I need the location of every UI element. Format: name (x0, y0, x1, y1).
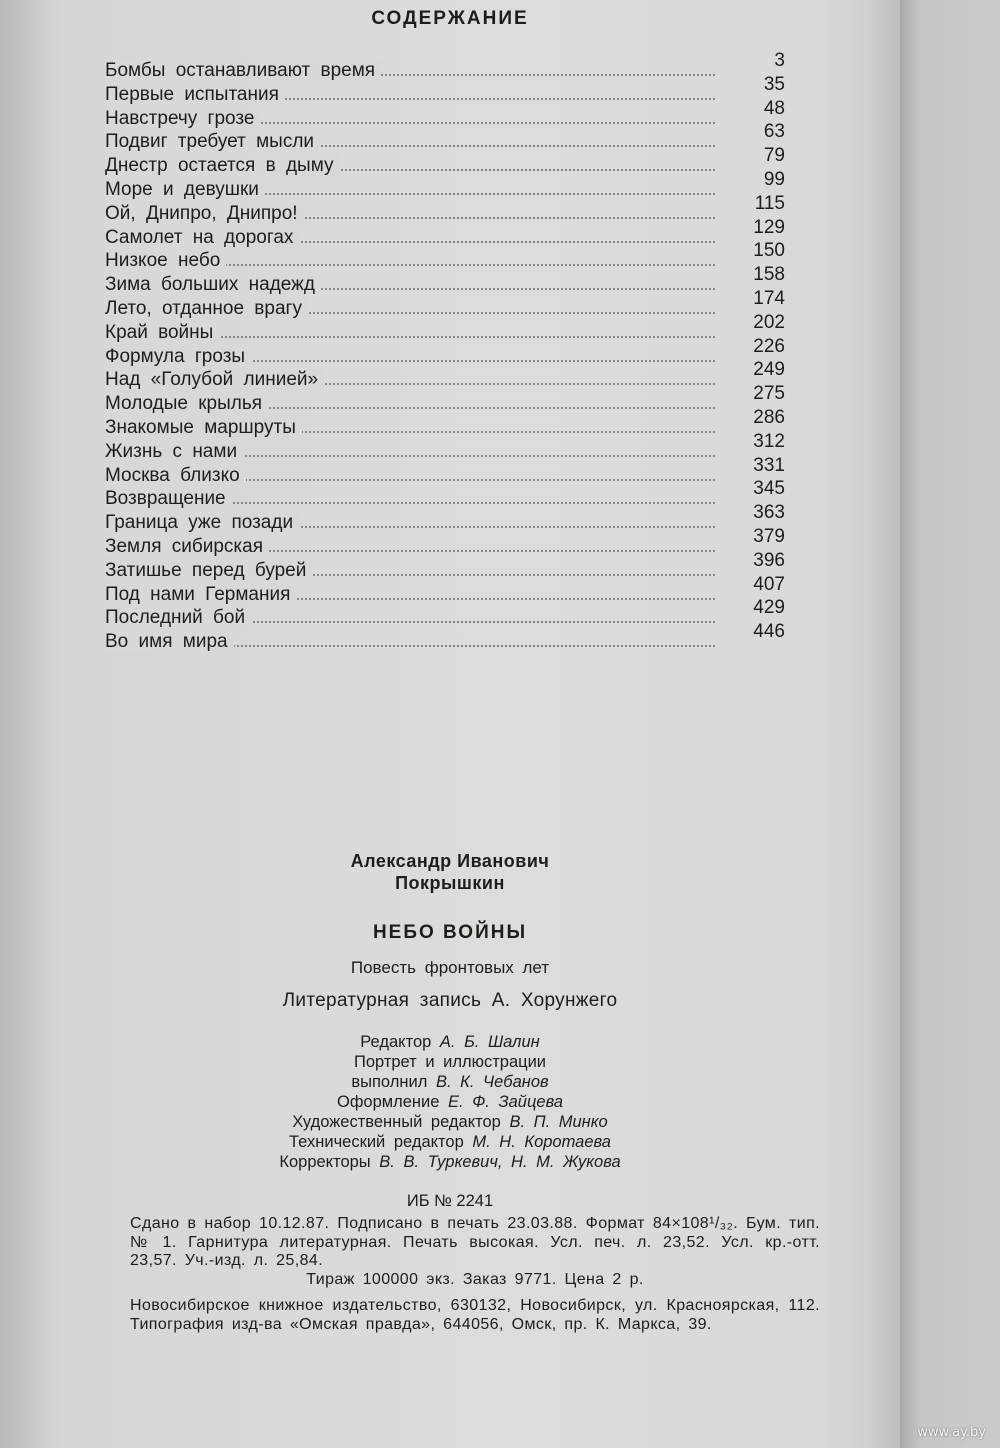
contents-item (105, 50, 795, 84)
contents-item-page: 407 (753, 573, 785, 595)
literary-record: Литературная запись А. Хорунжего (282, 990, 618, 1011)
contents-item (105, 525, 795, 560)
contents-item-title: Лето, отданное врагу (105, 298, 308, 319)
contents-item (105, 573, 795, 608)
contents-heading: СОДЕРЖАНИЕ (371, 8, 529, 29)
contents-item-page: 174 (753, 287, 785, 309)
contents-item (105, 502, 795, 536)
contents-item-title: Море и девушки (105, 179, 265, 200)
staff-row (0, 1112, 900, 1132)
contents-item-title: Навстречу грозе (105, 108, 260, 129)
contents-item-title: Под нами Германия (105, 584, 296, 605)
credits-block (0, 850, 900, 1211)
staff-row (0, 1152, 900, 1172)
contents-item-page: 363 (753, 502, 785, 524)
contents-item (105, 621, 795, 655)
author-line-1: Александр Иванович (350, 851, 550, 871)
contents-item-page: 286 (753, 406, 785, 428)
contents-item-title: Зима больших надежд (105, 274, 321, 295)
contents-item-title: Край войны (105, 322, 219, 343)
contents-list (105, 50, 795, 655)
contents-item-page: 99 (763, 168, 785, 190)
imprint-publisher: Новосибирское книжное издательство, 630132, Новосибирск, ул. Красноярская, 112. Типография изд-ва «Омская правда», 644056, Омск, пр. К. Маркса, 39. (130, 1297, 820, 1333)
contents-item-title: Возвращение (105, 488, 232, 509)
staff-role: Технический редактор (289, 1133, 464, 1151)
contents-item-page: 158 (753, 264, 785, 286)
contents-item-page: 115 (754, 192, 785, 214)
contents-item-page: 79 (763, 145, 785, 167)
contents-item (105, 454, 795, 489)
contents-item-page: 429 (753, 597, 785, 619)
contents-item-page: 129 (753, 216, 785, 238)
contents-item (105, 478, 795, 512)
contents-item-title: Ой, Днипро, Днипро! (105, 203, 304, 224)
contents-item (105, 240, 795, 274)
imprint-circulation: Тираж 100000 экз. Заказ 9771. Цена 2 р. (306, 1270, 644, 1288)
contents-item-title: Первые испытания (105, 84, 285, 105)
staff-name: В. К. Чебанов (435, 1073, 549, 1091)
contents-item (105, 597, 795, 631)
staff-role: выполнил (351, 1073, 428, 1091)
staff-row (0, 1092, 900, 1112)
contents-item (105, 145, 795, 179)
staff-role: Корректоры (279, 1153, 371, 1171)
contents-item-page: 226 (753, 335, 785, 357)
contents-item-page: 396 (753, 549, 785, 571)
contents-item-title: Жизнь с нами (105, 441, 243, 462)
contents-item (105, 192, 795, 227)
contents-item (105, 430, 795, 465)
contents-item-title: Над «Голубой линией» (105, 369, 324, 390)
contents-item (105, 383, 795, 417)
contents-item (105, 121, 795, 155)
imprint-specs: Сдано в набор 10.12.87. Подписано в печать 23.03.88. Формат 84×108¹/₃₂. Бум. тип. № 1. Гарнитура литературная. Печать высокая. Усл. печ. л. 23,52. Усл. кр.-отт. 23,57. Уч.-изд. л. 25,84. (130, 1215, 820, 1269)
staff-name: М. Н. Коротаева (472, 1133, 611, 1151)
contents-item (105, 97, 795, 132)
staff-row (0, 1032, 900, 1052)
contents-item-title: Самолет на дорогах (105, 227, 299, 248)
staff-name: А. Б. Шалин (439, 1033, 540, 1051)
staff-role: Редактор (360, 1033, 432, 1051)
staff-row (0, 1132, 900, 1152)
staff-name: В. В. Туркевич, Н. М. Жукова (379, 1153, 621, 1171)
contents-item-title: Днестр остается в дыму (105, 155, 339, 176)
contents-item-title: Бомбы останавливают время (105, 60, 381, 81)
contents-item (105, 311, 795, 346)
contents-item-page: 150 (753, 240, 785, 262)
contents-item-page: 3 (774, 50, 785, 71)
watermark: www.ay.by (917, 1425, 986, 1440)
contents-item-title: Затишье перед бурей (105, 560, 312, 581)
contents-item-page: 446 (753, 621, 785, 643)
contents-item-page: 202 (753, 311, 785, 333)
contents-item (105, 168, 795, 203)
page-edge (900, 0, 1000, 1448)
staff-name: Е. Ф. Зайцева (448, 1093, 563, 1111)
contents-item-page: 35 (763, 73, 785, 95)
contents-item-title: Знакомые маршруты (105, 417, 302, 438)
contents-item-page: 249 (753, 359, 785, 381)
contents-item-page: 379 (753, 525, 785, 547)
imprint-block (130, 1215, 820, 1334)
contents-item-page: 48 (763, 97, 785, 119)
staff-list (0, 1032, 900, 1172)
contents-item-title: Формула грозы (105, 346, 251, 367)
contents-item-title: Во имя мира (105, 631, 234, 652)
book-subtitle: Повесть фронтовых лет (350, 958, 550, 977)
contents-item (105, 287, 795, 322)
staff-role: Оформление (337, 1093, 440, 1111)
contents-item-page: 275 (753, 383, 785, 405)
contents-item-title: Последний бой (105, 607, 251, 628)
staff-row (0, 1072, 900, 1092)
contents-item-title: Земля сибирская (105, 536, 269, 557)
contents-item-title: Подвиг требует мысли (105, 131, 320, 152)
contents-item (105, 73, 795, 108)
contents-item-title: Низкое небо (105, 250, 226, 271)
contents-item (105, 216, 795, 251)
contents-item (105, 335, 795, 370)
staff-row (0, 1052, 900, 1072)
contents-item (105, 264, 795, 298)
contents-item-page: 63 (763, 121, 785, 143)
ib-number: ИБ № 2241 (406, 1192, 494, 1210)
author-name (0, 850, 900, 894)
contents-item-page: 312 (753, 430, 785, 452)
book-title: НЕБО ВОЙНЫ (372, 922, 528, 943)
contents-item-page: 331 (753, 454, 785, 476)
contents-item-page: 345 (753, 478, 785, 500)
contents-item (105, 359, 795, 393)
contents-item-title: Граница уже позади (105, 512, 299, 533)
staff-name: В. П. Минко (509, 1113, 608, 1131)
staff-role: Портрет и иллюстрации (353, 1053, 547, 1071)
contents-item-title: Молодые крылья (105, 393, 268, 414)
author-line-2: Покрышкин (395, 873, 505, 893)
contents-item (105, 549, 795, 584)
staff-role: Художественный редактор (292, 1113, 501, 1131)
contents-item-title: Москва близко (105, 465, 246, 486)
contents-item (105, 406, 795, 441)
